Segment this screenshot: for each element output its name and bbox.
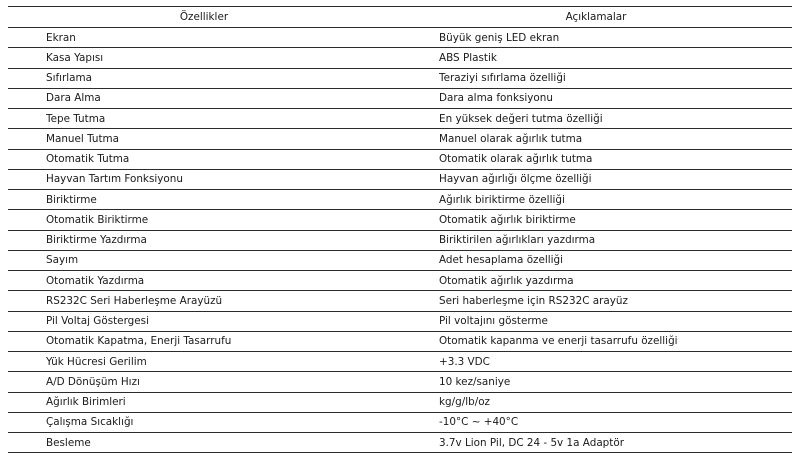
description-cell: Biriktirilen ağırlıkları yazdırma [400,230,792,250]
feature-cell: A/D Dönüşüm Hızı [8,372,400,392]
table-row [8,311,792,331]
feature-cell: Hayvan Tartım Fonksiyonu [8,169,400,189]
table-row [8,392,792,412]
feature-cell: RS232C Seri Haberleşme Arayüzü [8,291,400,311]
table-body [8,28,792,453]
feature-cell: Yük Hücresi Gerilim [8,352,400,372]
table-row [8,271,792,291]
description-cell: +3.3 VDC [400,352,792,372]
table-row [8,331,792,351]
table-row [8,48,792,68]
table-row [8,28,792,48]
feature-cell: Biriktirme [8,190,400,210]
feature-cell: Manuel Tutma [8,129,400,149]
table-row [8,210,792,230]
table-row [8,412,792,432]
table-row [8,372,792,392]
table-row [8,149,792,169]
feature-cell: Otomatik Yazdırma [8,271,400,291]
feature-cell: Ekran [8,28,400,48]
description-cell: Otomatik olarak ağırlık tutma [400,149,792,169]
description-cell: Teraziyi sıfırlama özelliği [400,68,792,88]
table-row [8,109,792,129]
description-cell: Ağırlık biriktirme özelliği [400,190,792,210]
table-row [8,230,792,250]
table-row [8,352,792,372]
description-cell: Seri haberleşme için RS232C arayüz [400,291,792,311]
description-cell: ABS Plastik [400,48,792,68]
feature-cell: Sayım [8,250,400,270]
description-cell: 10 kez/saniye [400,372,792,392]
specifications-table [8,6,792,453]
feature-cell: Çalışma Sıcaklığı [8,412,400,432]
feature-cell: Ağırlık Birimleri [8,392,400,412]
table-row [8,433,792,453]
feature-cell: Otomatik Tutma [8,149,400,169]
description-cell: Otomatik ağırlık biriktirme [400,210,792,230]
description-cell: En yüksek değeri tutma özelliği [400,109,792,129]
description-cell: Otomatik ağırlık yazdırma [400,271,792,291]
description-cell: Büyük geniş LED ekran [400,28,792,48]
table-header-row [8,7,792,28]
description-cell: kg/g/lb/oz [400,392,792,412]
description-cell: Dara alma fonksiyonu [400,88,792,108]
feature-cell: Biriktirme Yazdırma [8,230,400,250]
feature-cell: Besleme [8,433,400,453]
table-row [8,129,792,149]
header-features: Özellikler [8,7,400,28]
description-cell: Pil voltajını gösterme [400,311,792,331]
header-descriptions: Açıklamalar [400,7,792,28]
table-row [8,68,792,88]
feature-cell: Kasa Yapısı [8,48,400,68]
feature-cell: Pil Voltaj Göstergesi [8,311,400,331]
feature-cell: Tepe Tutma [8,109,400,129]
description-cell: Manuel olarak ağırlık tutma [400,129,792,149]
description-cell: Adet hesaplama özelliği [400,250,792,270]
table-row [8,190,792,210]
table-row [8,291,792,311]
description-cell: Otomatik kapanma ve enerji tasarrufu özelliği [400,331,792,351]
description-cell: -10°C ~ +40°C [400,412,792,432]
description-cell: Hayvan ağırlığı ölçme özelliği [400,169,792,189]
feature-cell: Otomatik Kapatma, Enerji Tasarrufu [8,331,400,351]
table-row [8,88,792,108]
feature-cell: Dara Alma [8,88,400,108]
feature-cell: Sıfırlama [8,68,400,88]
feature-cell: Otomatik Biriktirme [8,210,400,230]
table-row [8,169,792,189]
table-row [8,250,792,270]
description-cell: 3.7v Lion Pil, DC 24 - 5v 1a Adaptör [400,433,792,453]
